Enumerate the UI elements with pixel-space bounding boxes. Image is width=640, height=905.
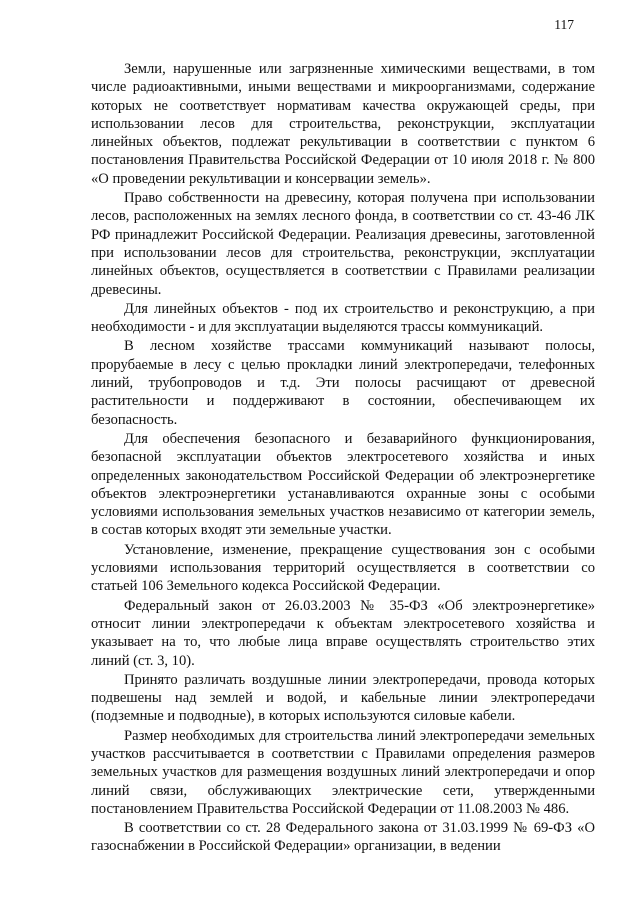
- paragraph-timber-ownership: Право собственности на древесину, которая получена при использовании лесов, расположенных на землях лесного фонда, в соответствии со ст. 43-46 ЛК РФ принадлежит Российской Федерации. Реализация древесины, заготовленной при использовании лесов для строительства, реконструкции, эксплуатации линейных объектов, осуществляется в соответствии с Правилами реализации древесины.: [91, 190, 595, 298]
- paragraph-land-size: Размер необходимых для строительства линий электропередачи земельных участков рассчитывается в соответствии с Правилами определения размеров земельных участков для размещения воздушных линий электропередачи и опор линий связи, обслуживающих электрические сети, утвержденными постановлением Правительства Российской Федерации от 11.08.2003 № 486.: [91, 727, 595, 817]
- paragraph-communication-routes: В лесном хозяйстве трассами коммуникаций называют полосы, прорубаемые в лесу с целью прокладки линий электропередачи, телефонных линий, трубопроводов и т.д. Эти полосы расчищают от древесной растительности и поддерживают в состоянии, обеспечивающем их безопасность.: [91, 338, 595, 428]
- paragraph-zone-establishment: Установление, изменение, прекращение существования зон с особыми условиями использования территорий осуществляется в соответствии со статьей 106 Земельного кодекса Российской Федерации.: [91, 541, 595, 595]
- paragraph-linear-objects: Для линейных объектов - под их строительство и реконструкцию, а при необходимости - и для эксплуатации выделяются трассы коммуникаций.: [91, 300, 595, 336]
- paragraph-reclamation: Земли, нарушенные или загрязненные химическими веществами, в том числе радиоактивными, иными веществами и микроорганизмами, содержание которых не соответствует нормативам качества окружающей среды, при использовании лесов для строительства, реконструкции, эксплуатации линейных объектов, подлежат рекультивации в соответствии с пунктом 6 постановления Правительства Российской Федерации от 10 июля 2018 г. № 800 «О проведении рекультивации и консервации земель».: [91, 61, 595, 187]
- paragraph-federal-law-35: Федеральный закон от 26.03.2003 № 35-ФЗ «Об электроэнергетике» относит линии электропередачи к объектам электросетевого хозяйства и указывает на то, что любые лица вправе осуществлять строительство этих линий (ст. 3, 10).: [91, 597, 595, 669]
- paragraph-protection-zones: Для обеспечения безопасного и безаварийного функционирования, безопасной эксплуатации объектов электросетевого хозяйства и иных определенных законодательством Российской Федерации об электроэнергетике объектов электроэнергетики устанавливаются охранные зоны с особыми условиями использования земельных участков независимо от категории земель, в состав которых входят эти земельные участки.: [91, 430, 595, 539]
- paragraph-gas-supply: В соответствии со ст. 28 Федерального закона от 31.03.1999 № 69-ФЗ «О газоснабжении в Российской Федерации» организации, в ведении: [91, 820, 595, 855]
- page-number: 117: [554, 17, 574, 32]
- paragraph-line-types: Принято различать воздушные линии электропередачи, провода которых подвешены над землей и водой, и кабельные линии электропередачи (подземные и подводные), в которых используются силовые кабели.: [91, 671, 595, 725]
- document-body: [91, 60, 595, 857]
